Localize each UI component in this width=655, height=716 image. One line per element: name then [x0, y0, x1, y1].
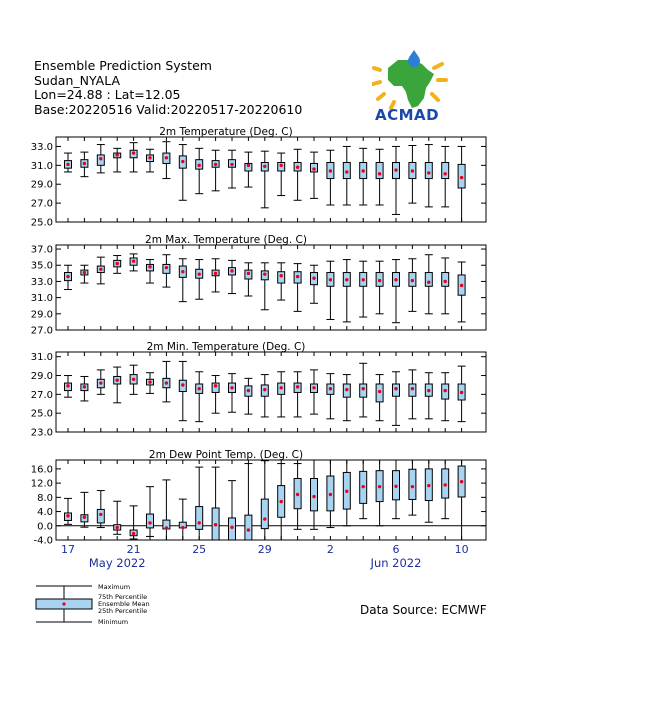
mean-dot [247, 272, 250, 275]
mean-dot [263, 388, 266, 391]
mean-dot [263, 272, 266, 275]
iqr-box [245, 515, 252, 540]
mean-dot [296, 275, 299, 278]
mean-dot [345, 388, 348, 391]
iqr-box [147, 514, 154, 528]
mean-dot [66, 384, 69, 387]
mean-dot [83, 271, 86, 274]
mean-dot [83, 162, 86, 165]
legend-mean-label: Ensemble Mean [98, 600, 150, 608]
mean-dot [362, 169, 365, 172]
mean-dot [66, 163, 69, 166]
mean-dot [444, 280, 447, 283]
mean-dot [444, 389, 447, 392]
iqr-box [425, 273, 432, 287]
mean-dot [345, 490, 348, 493]
legend-p25-label: 25th Percentile [98, 607, 148, 615]
mean-dot [394, 387, 397, 390]
mean-dot [296, 166, 299, 169]
legend-p75-label: 75th Percentile [98, 593, 148, 601]
mean-dot [427, 389, 430, 392]
mean-dot [214, 163, 217, 166]
y-tick-label: 4.0 [37, 507, 53, 519]
mean-dot [394, 168, 397, 171]
mean-dot [214, 523, 217, 526]
mean-dot [148, 265, 151, 268]
mean-dot [230, 269, 233, 272]
plot-frame [56, 245, 486, 330]
x-month-label: Jun 2022 [370, 556, 422, 570]
mean-dot [378, 172, 381, 175]
x-month-label: May 2022 [88, 556, 146, 570]
mean-dot [329, 493, 332, 496]
legend-maximum-label: Maximum [98, 583, 131, 591]
mean-dot [99, 268, 102, 271]
mean-dot [394, 485, 397, 488]
x-day-label: 2 [326, 543, 334, 556]
mean-dot [362, 278, 365, 281]
x-day-label: 21 [126, 543, 141, 556]
x-day-label: 6 [392, 543, 400, 556]
mean-dot [181, 160, 184, 163]
acmad-logo-text: ACMAD [375, 106, 440, 124]
mean-dot [247, 528, 250, 531]
mean-dot [378, 390, 381, 393]
mean-dot [362, 485, 365, 488]
mean-dot [116, 526, 119, 529]
mean-dot [148, 156, 151, 159]
station-coordinates: Lon=24.88 : Lat=12.05 [34, 87, 181, 102]
mean-dot [132, 151, 135, 154]
y-tick-label: 31.0 [30, 160, 53, 172]
mean-dot [444, 483, 447, 486]
mean-dot [181, 383, 184, 386]
mean-dot [312, 495, 315, 498]
mean-dot [214, 272, 217, 275]
mean-dot [329, 169, 332, 172]
station-name: Sudan_NYALA [34, 72, 120, 88]
data-source-label: Data Source: ECMWF [360, 603, 487, 617]
plot-frame [56, 137, 486, 222]
mean-dot [148, 380, 151, 383]
iqr-box [442, 273, 449, 287]
panel-title: 2m Max. Temperature (Deg. C) [145, 234, 307, 246]
iqr-box [311, 478, 318, 510]
mean-dot [66, 514, 69, 517]
y-tick-label: 29.0 [30, 179, 53, 191]
x-day-label: 25 [192, 543, 207, 556]
x-day-label: 10 [454, 543, 469, 556]
mean-dot [198, 272, 201, 275]
mean-dot [99, 513, 102, 516]
mean-dot [362, 387, 365, 390]
mean-dot [132, 532, 135, 535]
mean-dot [247, 164, 250, 167]
mean-dot [280, 274, 283, 277]
mean-dot [198, 521, 201, 524]
mean-dot [312, 167, 315, 170]
mean-dot [378, 279, 381, 282]
y-tick-label: 35.0 [30, 260, 53, 272]
iqr-box [409, 469, 416, 499]
iqr-box [425, 163, 432, 179]
iqr-box [229, 518, 236, 540]
mean-dot [181, 270, 184, 273]
panel-title: 2m Min. Temperature (Deg. C) [146, 341, 306, 353]
mean-dot [444, 172, 447, 175]
mean-dot [312, 276, 315, 279]
mean-dot [214, 384, 217, 387]
x-day-label: 17 [61, 543, 75, 556]
mean-dot [411, 279, 414, 282]
mean-dot [296, 493, 299, 496]
mean-dot [329, 387, 332, 390]
mean-dot [165, 266, 168, 269]
plot-frame [56, 352, 486, 432]
mean-dot [99, 381, 102, 384]
legend-mean-dot [62, 602, 65, 605]
y-tick-label: 31.0 [30, 293, 53, 305]
y-tick-label: 8.0 [37, 492, 53, 504]
y-tick-label: 29.0 [30, 309, 53, 321]
mean-dot [460, 176, 463, 179]
mean-dot [345, 278, 348, 281]
mean-dot [280, 164, 283, 167]
iqr-box [97, 509, 104, 523]
mean-dot [378, 485, 381, 488]
iqr-box [196, 507, 203, 530]
iqr-box [442, 163, 449, 179]
mean-dot [296, 385, 299, 388]
base-valid-dates: Base:20220516 Valid:20220517-20220610 [34, 101, 303, 117]
panel-title: 2m Dew Point Temp. (Deg. C) [148, 449, 304, 461]
y-tick-label: 27.0 [30, 325, 53, 337]
y-tick-label: 27.0 [30, 389, 53, 401]
mean-dot [230, 526, 233, 529]
legend-minimum-label: Minimum [98, 618, 129, 626]
mean-dot [460, 391, 463, 394]
y-tick-label: 27.0 [30, 198, 53, 210]
mean-dot [460, 480, 463, 483]
y-tick-label: 33.0 [30, 276, 53, 288]
legend [30, 580, 230, 626]
y-tick-label: 0.0 [37, 521, 53, 533]
mean-dot [165, 156, 168, 159]
mean-dot [83, 385, 86, 388]
mean-dot [198, 164, 201, 167]
iqr-box [376, 163, 383, 179]
y-tick-label: 25.0 [30, 408, 53, 420]
mean-dot [427, 484, 430, 487]
x-day-label: 29 [257, 543, 272, 556]
mean-dot [165, 526, 168, 529]
mean-dot [148, 521, 151, 524]
y-tick-label: 16.0 [30, 464, 53, 476]
y-tick-label: 29.0 [30, 371, 53, 383]
mean-dot [132, 378, 135, 381]
mean-dot [230, 386, 233, 389]
mean-dot [460, 284, 463, 287]
y-tick-label: -4.0 [33, 535, 53, 547]
mean-dot [427, 171, 430, 174]
mean-dot [263, 517, 266, 520]
mean-dot [411, 387, 414, 390]
mean-dot [132, 259, 135, 262]
mean-dot [280, 386, 283, 389]
mean-dot [329, 278, 332, 281]
mean-dot [312, 386, 315, 389]
mean-dot [280, 500, 283, 503]
mean-dot [83, 516, 86, 519]
mean-dot [427, 281, 430, 284]
y-tick-label: 33.0 [30, 141, 53, 153]
mean-dot [181, 526, 184, 529]
y-tick-label: 37.0 [30, 244, 53, 256]
panel-title: 2m Temperature (Deg. C) [159, 126, 293, 138]
system-title: Ensemble Prediction System [34, 58, 212, 73]
mean-dot [198, 387, 201, 390]
mean-dot [66, 275, 69, 278]
mean-dot [411, 485, 414, 488]
mean-dot [116, 262, 119, 265]
mean-dot [394, 278, 397, 281]
y-tick-label: 12.0 [30, 478, 53, 490]
mean-dot [116, 379, 119, 382]
y-tick-label: 23.0 [30, 427, 53, 439]
mean-dot [165, 381, 168, 384]
mean-dot [411, 169, 414, 172]
iqr-box [360, 384, 367, 397]
mean-dot [247, 389, 250, 392]
mean-dot [99, 157, 102, 160]
mean-dot [116, 153, 119, 156]
y-tick-label: 31.0 [30, 352, 53, 364]
iqr-box [261, 499, 268, 529]
mean-dot [263, 165, 266, 168]
mean-dot [230, 163, 233, 166]
y-tick-label: 25.0 [30, 217, 53, 229]
mean-dot [345, 170, 348, 173]
